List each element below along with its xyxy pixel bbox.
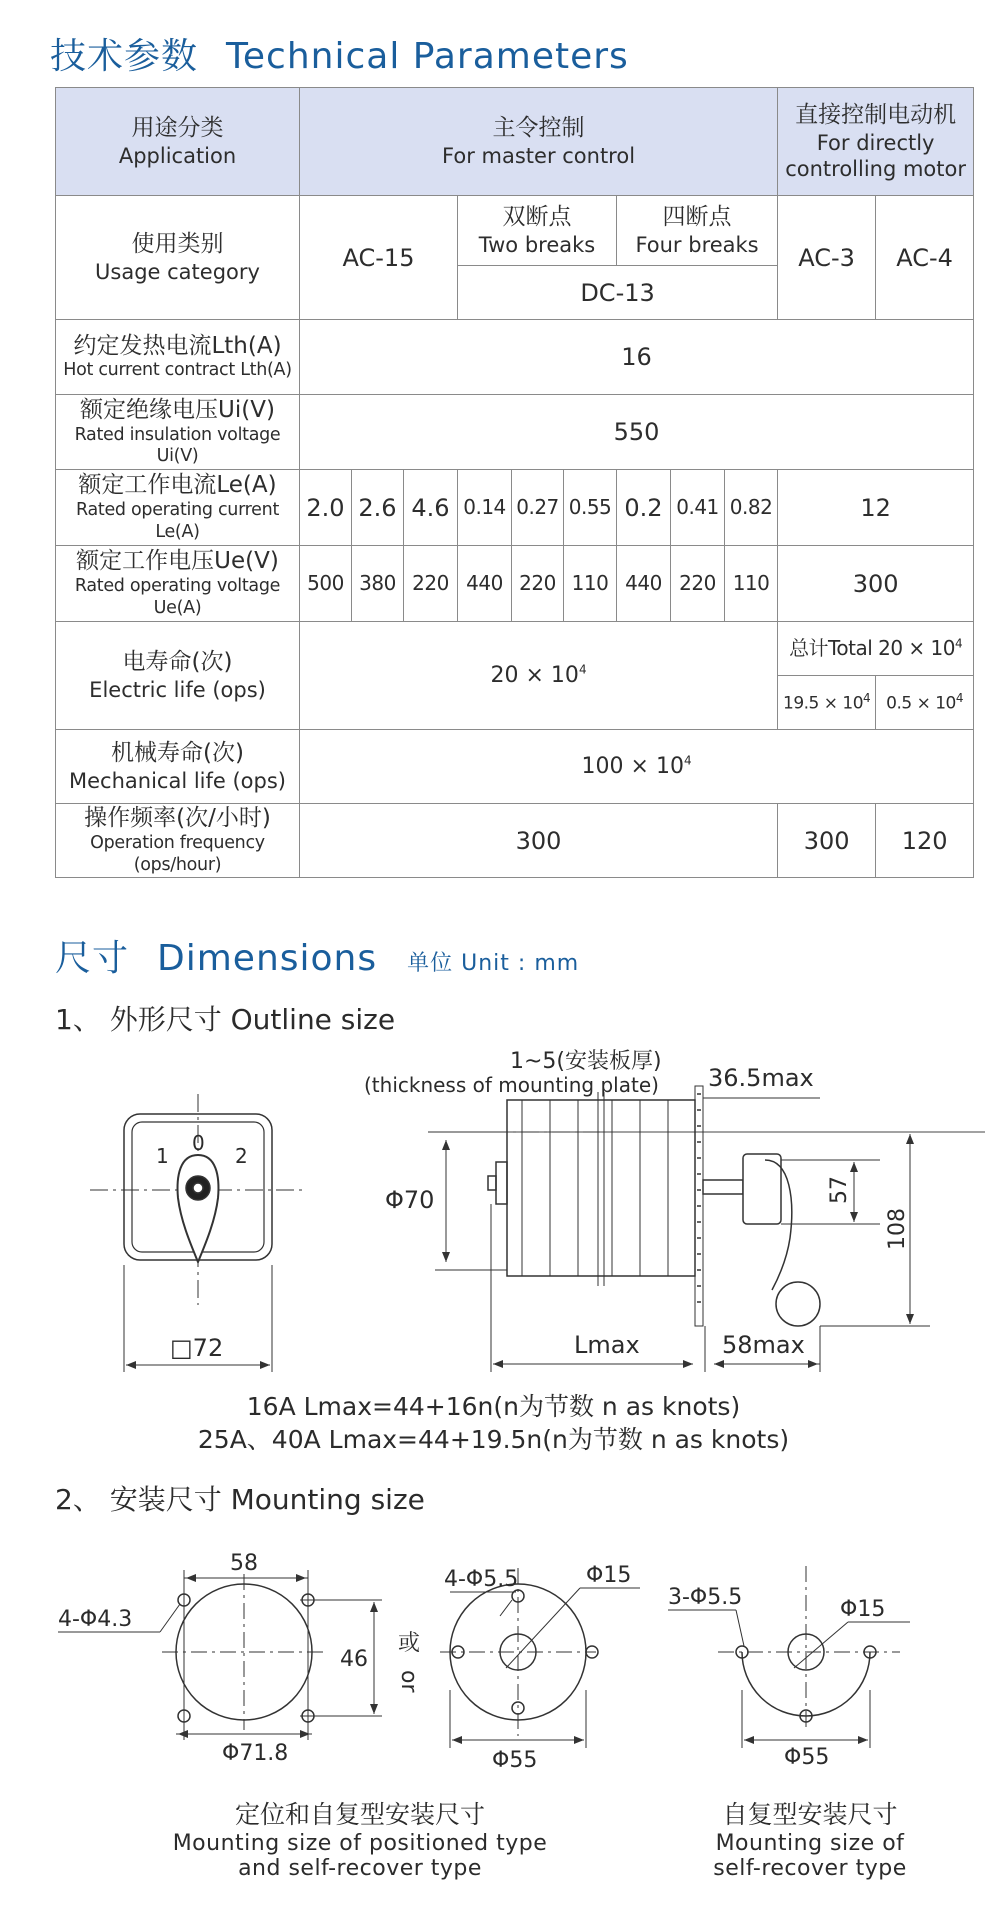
ui-row xyxy=(56,395,974,470)
le-motor-value: 12 xyxy=(778,470,974,546)
le-value: 0.41 xyxy=(671,470,725,546)
tech-title-en: Technical Parameters xyxy=(226,36,629,77)
contact-block xyxy=(507,1100,695,1276)
caption-positioned: 定位和自复型安装尺寸 Mounting size of positioned type and self-recover type xyxy=(172,1800,548,1881)
freq-ac3: 300 xyxy=(778,804,876,878)
knob-side xyxy=(743,1154,781,1224)
d108-dim: 108 xyxy=(885,1208,910,1250)
le-value: 2.6 xyxy=(352,470,404,546)
m3-diameter-dim: Φ55 xyxy=(784,1745,830,1770)
square-dim: □72 xyxy=(170,1334,224,1362)
parameters-table xyxy=(55,87,974,878)
le-label: 额定工作电流Le(A) Rated operating current Le(A) xyxy=(56,470,300,546)
usage-ac15: AC-15 xyxy=(300,196,458,320)
or-label-cn: 或 xyxy=(398,1631,421,1656)
d57-dim: 57 xyxy=(827,1176,852,1204)
usage-label: 使用类别 Usage category xyxy=(56,196,300,320)
elife-ac3: $19.5 \times 10^4$ xyxy=(778,676,876,730)
pos-0-label: 0 xyxy=(192,1131,205,1155)
m2-diameter-dim: Φ55 xyxy=(492,1748,538,1773)
ue-row xyxy=(56,546,974,622)
le-value: 0.82 xyxy=(725,470,778,546)
le-value: 4.6 xyxy=(404,470,458,546)
elife-label: 电寿命(次) Electric life (ops) xyxy=(56,622,300,730)
mounting-heading: 2、 安装尺寸 Mounting size xyxy=(55,1483,425,1516)
ue-value: 500 xyxy=(300,546,352,622)
m3-holes-label: 3-Φ5.5 xyxy=(668,1585,743,1610)
pos-1-label: 1 xyxy=(156,1144,169,1168)
dims-title-en: Dimensions xyxy=(157,938,378,979)
application-header: 用途分类 Application xyxy=(56,88,300,196)
knob-handle xyxy=(178,1155,219,1262)
lth-row xyxy=(56,320,974,395)
phi70-dim: Φ70 xyxy=(385,1186,435,1214)
ue-motor-value: 300 xyxy=(778,546,974,622)
header-row xyxy=(56,88,974,196)
dims-title-cn: 尺寸 xyxy=(55,938,130,979)
le-value: 2.0 xyxy=(300,470,352,546)
freq-ac4: 120 xyxy=(876,804,974,878)
m2-center-dim: Φ15 xyxy=(586,1563,632,1588)
lmax-dim: Lmax xyxy=(574,1331,640,1359)
plate-label-cn: 1~5(安装板厚) xyxy=(510,1049,662,1074)
master-control-header: 主令控制 For master control xyxy=(300,88,778,196)
freq-master: 300 xyxy=(300,804,778,878)
m3-center-dim: Φ15 xyxy=(840,1597,886,1622)
ue-value: 110 xyxy=(725,546,778,622)
usage-ac4: AC-4 xyxy=(876,196,974,320)
usage-ac3: AC-3 xyxy=(778,196,876,320)
usage-row xyxy=(56,196,974,266)
knob-tip xyxy=(776,1282,820,1326)
formula-25a: 25A、40A Lmax=44+19.5n(n为节数 n as knots) xyxy=(197,1425,790,1454)
m1-width-dim: 58 xyxy=(230,1551,258,1576)
lth-value: 16 xyxy=(300,320,974,395)
usage-dc13: DC-13 xyxy=(458,266,778,320)
m2-holes-label: 4-Φ5.5 xyxy=(444,1567,519,1592)
lth-label: 约定发热电流Lth(A) Hot current contract Lth(A) xyxy=(56,320,300,395)
elife-ac4: $0.5 \times 10^4$ xyxy=(876,676,974,730)
formula-16a: 16A Lmax=44+16n(n为节数 n as knots) xyxy=(246,1392,741,1421)
outline-heading: 1、 外形尺寸 Outline size xyxy=(55,1003,396,1036)
le-value: 0.55 xyxy=(564,470,617,546)
shaft xyxy=(703,1180,743,1194)
dims-title xyxy=(55,930,579,981)
four-breaks-header: 四断点 Four breaks xyxy=(617,196,778,266)
tech-title-cn: 技术参数 xyxy=(50,36,199,77)
m1-holes-label: 4-Φ4.3 xyxy=(58,1607,133,1632)
m1-diameter-dim: Φ71.8 xyxy=(222,1741,289,1766)
ue-value: 220 xyxy=(404,546,458,622)
d58max-dim: 58max xyxy=(722,1331,805,1359)
m1-height-dim: 46 xyxy=(340,1647,368,1672)
outline-drawing xyxy=(0,1040,987,1380)
tech-title xyxy=(50,28,629,79)
ue-value: 380 xyxy=(352,546,404,622)
motor-control-header: 直接控制电动机 For directly controlling motor xyxy=(778,88,974,196)
elife-row xyxy=(56,622,974,676)
elife-master: $20 \times 10^4$ xyxy=(300,622,778,730)
le-row xyxy=(56,470,974,546)
freq-row xyxy=(56,804,974,878)
mlife-row xyxy=(56,730,974,804)
ue-value: 220 xyxy=(671,546,725,622)
or-label-en: or xyxy=(396,1670,421,1693)
two-breaks-header: 双断点 Two breaks xyxy=(458,196,617,266)
ui-value: 550 xyxy=(300,395,974,470)
depth-dim: 36.5max xyxy=(708,1064,814,1092)
le-value: 0.2 xyxy=(617,470,671,546)
caption-self-recover: 自复型安装尺寸 Mounting size of self-recover type xyxy=(713,1800,907,1881)
le-value: 0.27 xyxy=(512,470,564,546)
ui-label: 额定绝缘电压Ui(V) Rated insulation voltage Ui(V) xyxy=(56,395,300,470)
ue-value: 220 xyxy=(512,546,564,622)
plate-label-en: (thickness of mounting plate) xyxy=(364,1073,659,1097)
pos-2-label: 2 xyxy=(235,1144,248,1168)
terminal xyxy=(496,1162,507,1204)
ue-value: 110 xyxy=(564,546,617,622)
elife-total: 总计Total $20 \times 10^4$ xyxy=(778,622,974,676)
le-value: 0.14 xyxy=(458,470,512,546)
freq-label: 操作频率(次/小时) Operation frequency (ops/hour) xyxy=(56,804,300,878)
ue-value: 440 xyxy=(458,546,512,622)
ue-label: 额定工作电压Ue(V) Rated operating voltage Ue(A) xyxy=(56,546,300,622)
mlife-value: $100 \times 10^4$ xyxy=(300,730,974,804)
ue-value: 440 xyxy=(617,546,671,622)
mlife-label: 机械寿命(次) Mechanical life (ops) xyxy=(56,730,300,804)
dims-unit: 单位 Unit : mm xyxy=(407,951,580,976)
mounting-drawing xyxy=(0,1520,987,1780)
